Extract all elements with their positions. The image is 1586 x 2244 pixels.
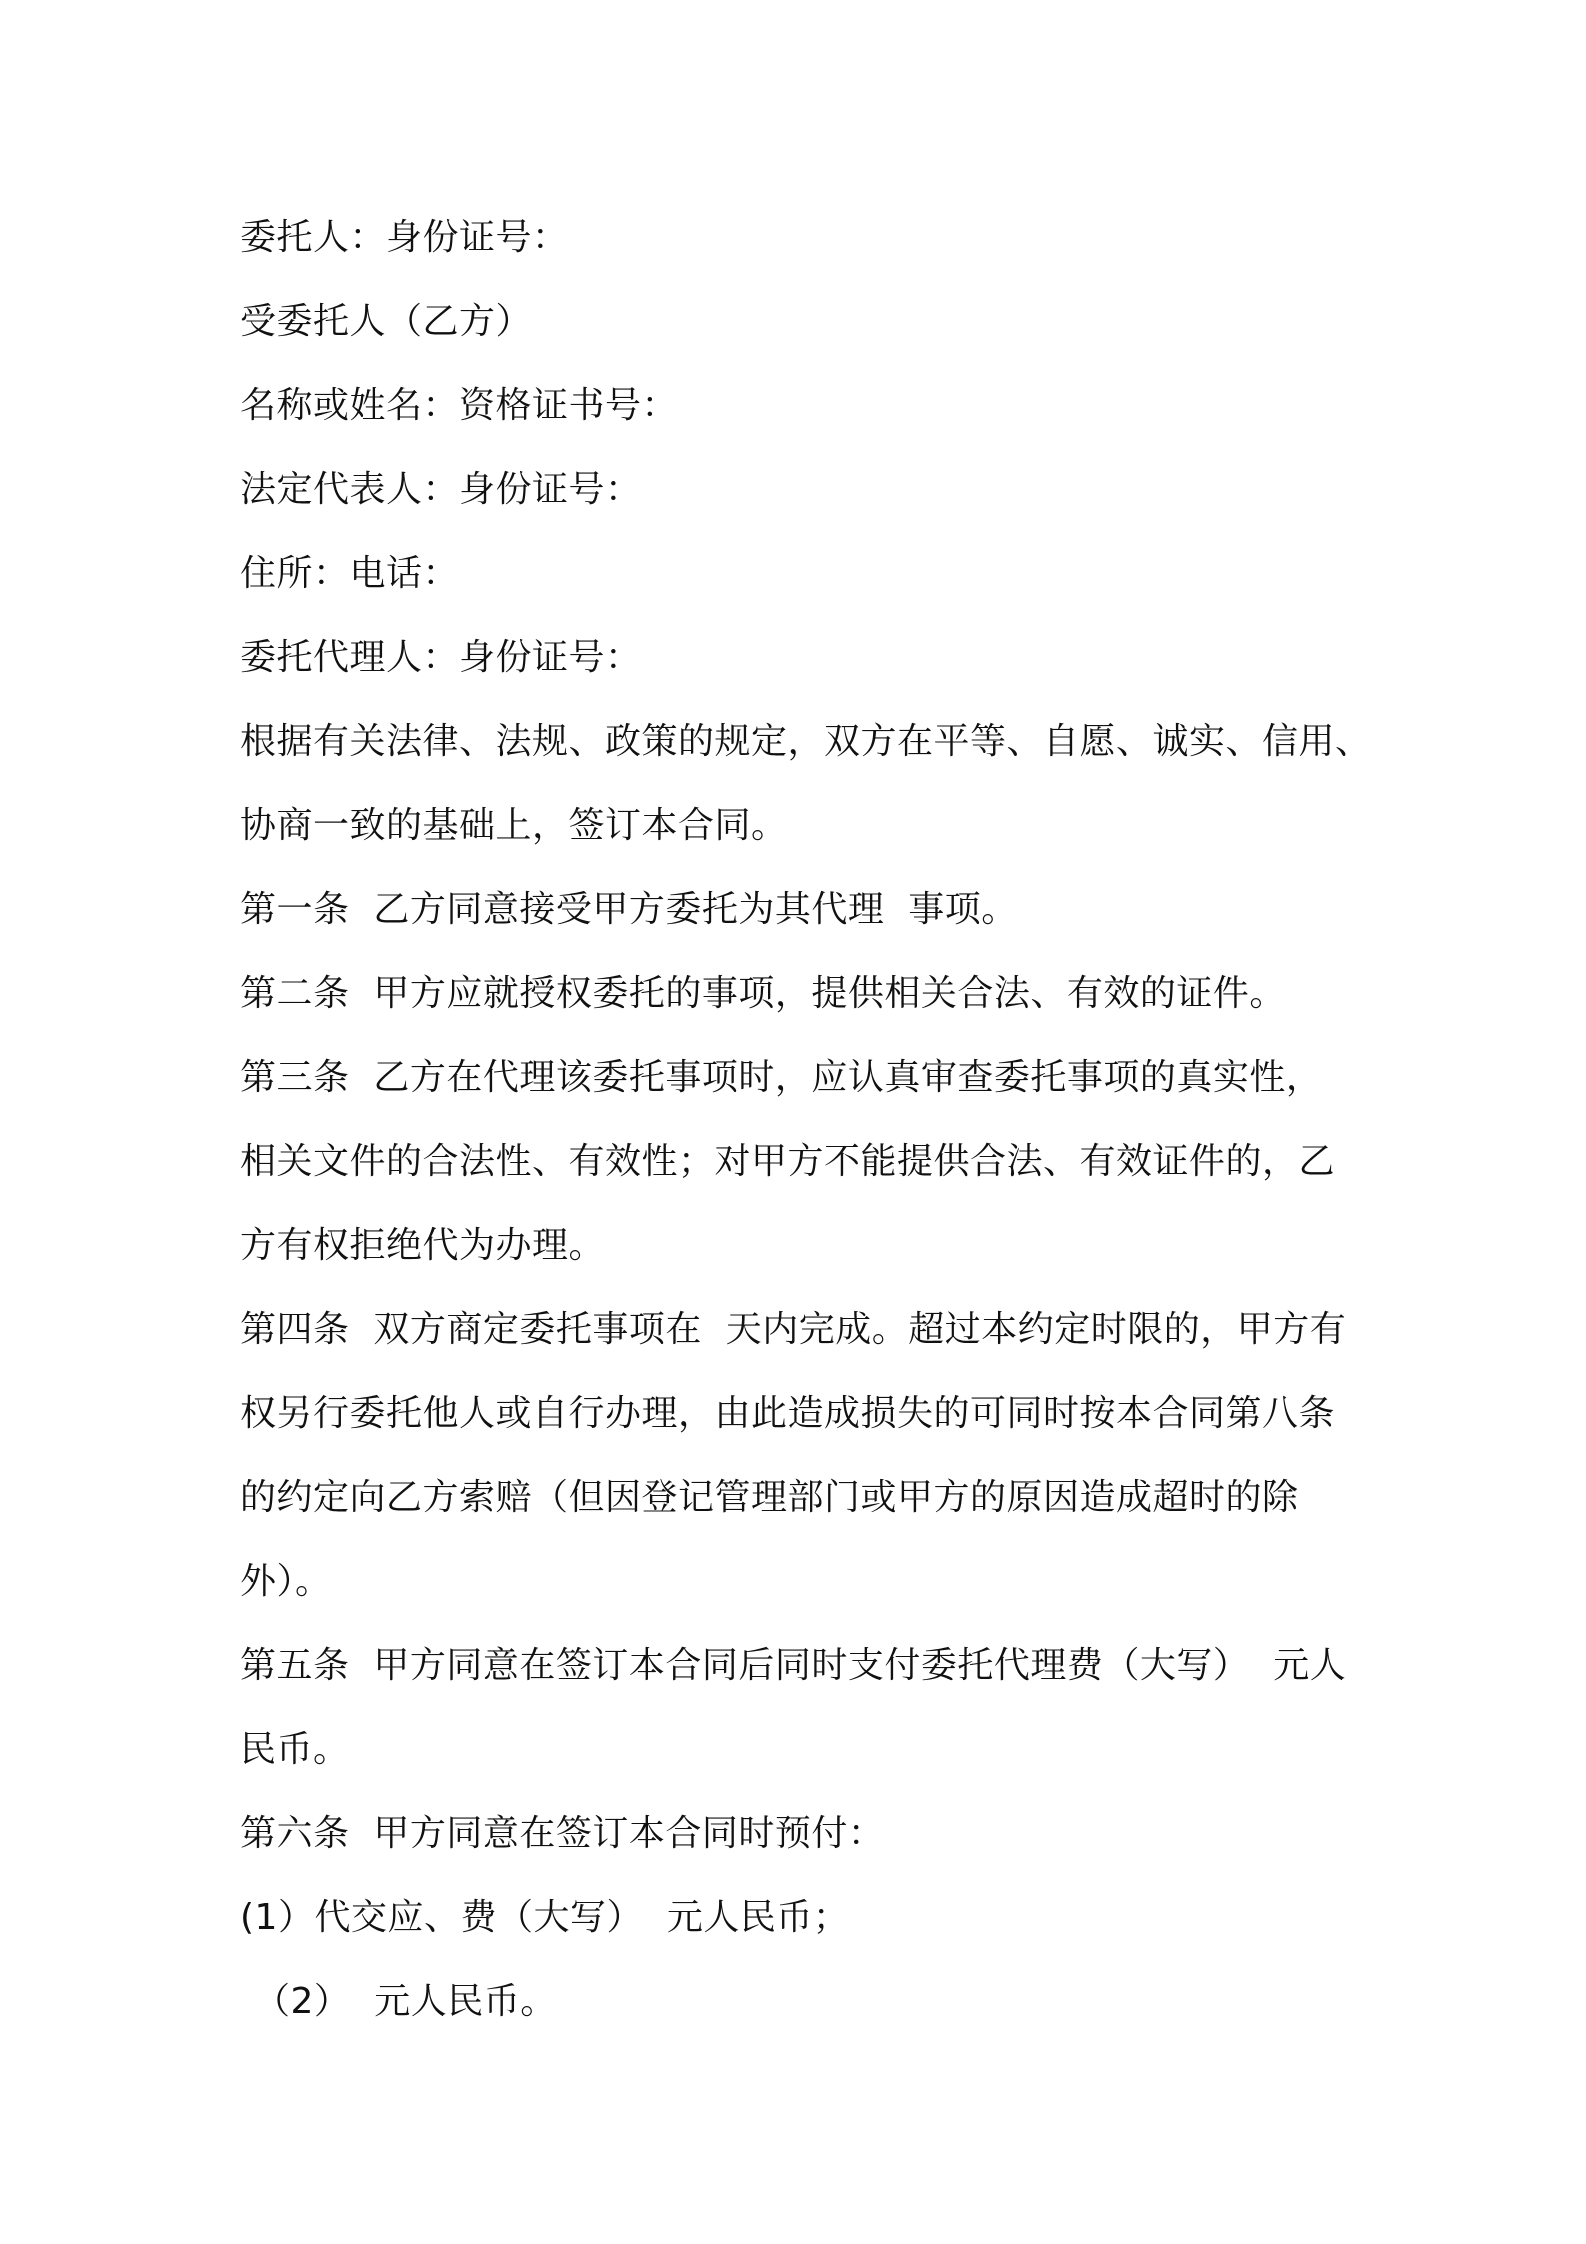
text-line-article-4-a: 第四条 双方商定委托事项在 天内完成。超过本约定时限的，甲方有: [240, 1309, 1347, 1350]
text-line-article-3-c: 方有权拒绝代为办理。: [240, 1225, 606, 1266]
text-line-preamble-2: 协商一致的基础上，签订本合同。: [240, 805, 788, 846]
text-line-agent-name-cert: 名称或姓名：资格证书号：: [240, 385, 679, 426]
text-line-article-6-item-2: （2） 元人民币。: [254, 1981, 557, 2022]
text-line-article-3-a: 第三条 乙方在代理该委托事项时，应认真审查委托事项的真实性，: [240, 1057, 1323, 1098]
text-line-article-4-c: 的约定向乙方索赔（但因登记管理部门或甲方的原因造成超时的除: [240, 1477, 1299, 1518]
text-line-article-4-b: 权另行委托他人或自行办理，由此造成损失的可同时按本合同第八条: [240, 1393, 1336, 1434]
text-line-article-5-b: 民币。: [240, 1729, 350, 1770]
document-body: [240, 196, 1372, 2044]
text-line-article-6: 第六条 甲方同意在签订本合同时预付：: [240, 1813, 885, 1854]
text-line-article-6-item-1: (1）代交应、费（大写） 元人民币；: [240, 1897, 850, 1938]
text-line-proxy-id: 委托代理人：身份证号：: [240, 637, 642, 678]
text-line-preamble-1: 根据有关法律、法规、政策的规定，双方在平等、自愿、诚实、信用、: [240, 721, 1372, 762]
text-line-article-3-b: 相关文件的合法性、有效性；对甲方不能提供合法、有效证件的，乙: [240, 1141, 1336, 1182]
text-line-address-phone: 住所：电话：: [240, 553, 460, 594]
text-line-principal-id: 委托人：身份证号：: [240, 217, 569, 258]
text-line-article-2: 第二条 甲方应就授权委托的事项，提供相关合法、有效的证件。: [240, 973, 1286, 1014]
text-line-agent-party-b: 受委托人（乙方）: [240, 301, 533, 342]
text-line-article-5-a: 第五条 甲方同意在签订本合同后同时支付委托代理费（大写） 元人: [240, 1645, 1347, 1686]
text-line-article-4-d: 外）。: [240, 1561, 332, 1602]
text-line-legal-rep-id: 法定代表人：身份证号：: [240, 469, 642, 510]
text-line-article-1: 第一条 乙方同意接受甲方委托为其代理 事项。: [240, 889, 1018, 930]
